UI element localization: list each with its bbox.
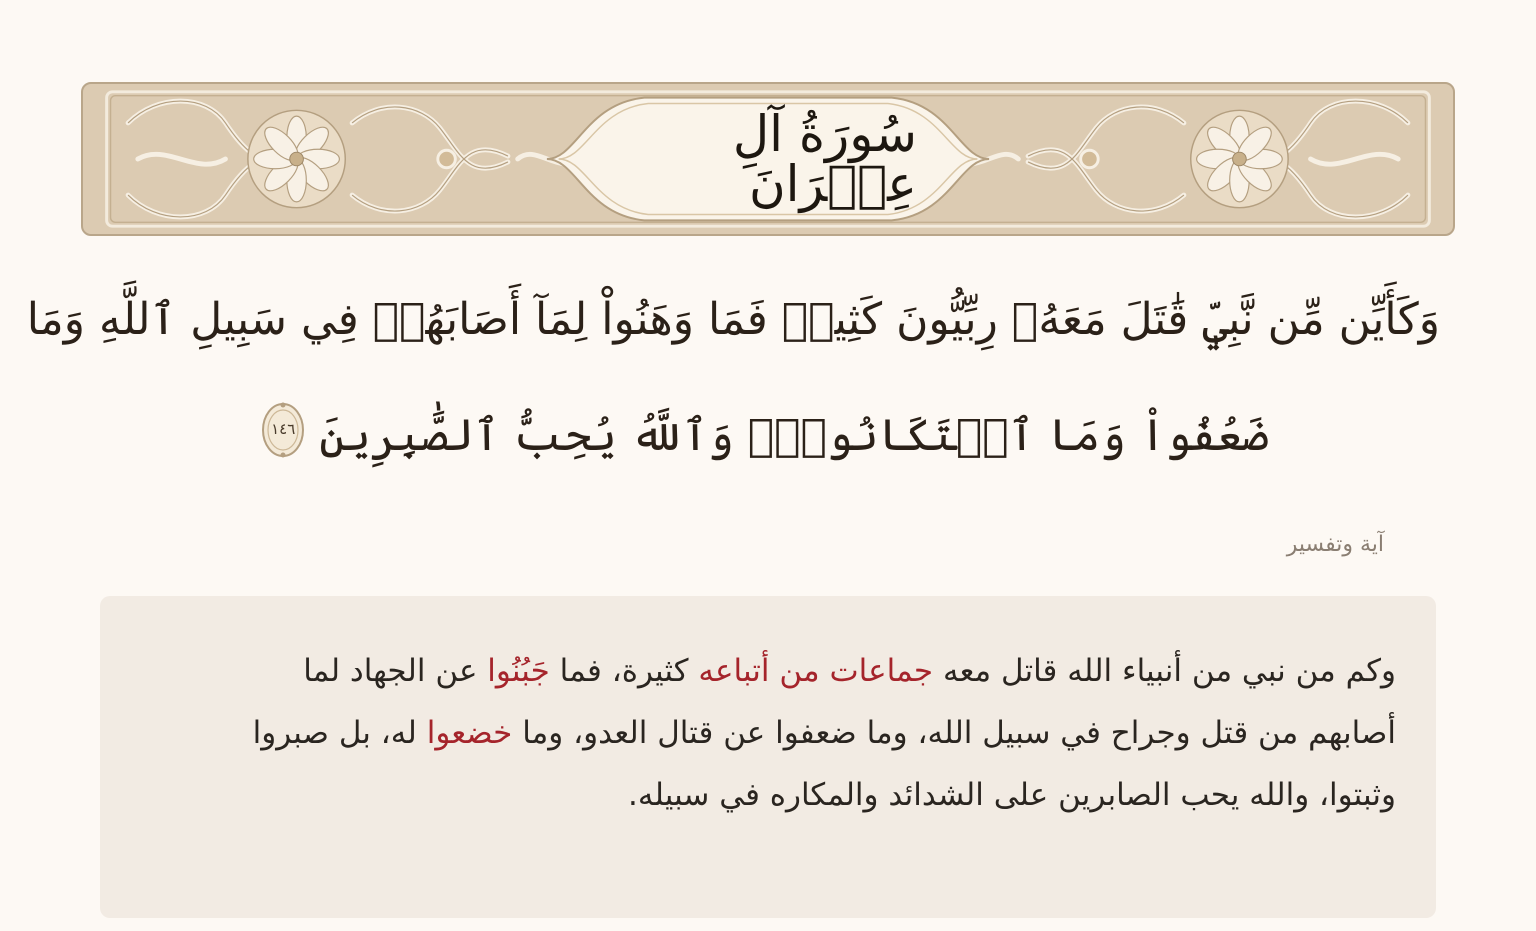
tafsir-text bbox=[206, 640, 1396, 826]
tafsir-highlight[interactable]: جَبُنُوا bbox=[487, 653, 550, 689]
tafsir-segment: عن الجهاد لما أصابهم من قتل وجراح في سبيل الله، وما ضعفوا عن قتال العدو، وما bbox=[303, 653, 1396, 751]
ayah-text bbox=[26, 262, 1440, 494]
tafsir-card bbox=[100, 596, 1436, 918]
surah-title: سُورَةُ آلِ عِمۡرَانَ bbox=[732, 105, 917, 213]
tafsir-highlight[interactable]: خضعوا bbox=[426, 715, 513, 751]
section-label-ayah-tafsir: آية وتفسير bbox=[1286, 532, 1384, 557]
tafsir-segment: وكم من نبي من أنبياء الله قاتل معه bbox=[933, 653, 1396, 689]
ayah-number-marker-icon bbox=[261, 402, 305, 458]
tafsir-segment: كثيرة، فما bbox=[549, 653, 699, 689]
surah-header-banner bbox=[81, 82, 1455, 236]
ayah-number: ١٤٦ bbox=[271, 420, 296, 438]
tafsir-highlight[interactable]: جماعات من أتباعه bbox=[698, 653, 934, 689]
ayah-line-2-text: ضَعُفُواْ وَمَا ٱسۡتَكَانُواْۗ وَٱللَّهُ يُحِبُّ ٱلصَّٰبِرِينَ bbox=[319, 410, 1269, 461]
tafsir-segment: له، بل صبروا وثبتوا، والله يحب الصابرين على الشدائد والمكاره في سبيله. bbox=[252, 715, 1396, 813]
ayah-line-2 bbox=[90, 378, 1440, 494]
ayah-line-1: وَكَأَيِّن مِّن نَّبِيّٖ قَٰتَلَ مَعَهُۥ رِبِّيُّونَ كَثِيرٞ فَمَا وَهَنُواْ لِمَآ أَصَابَهُمۡ فِي سَبِيلِ ٱللَّهِ وَمَا bbox=[26, 294, 1440, 345]
